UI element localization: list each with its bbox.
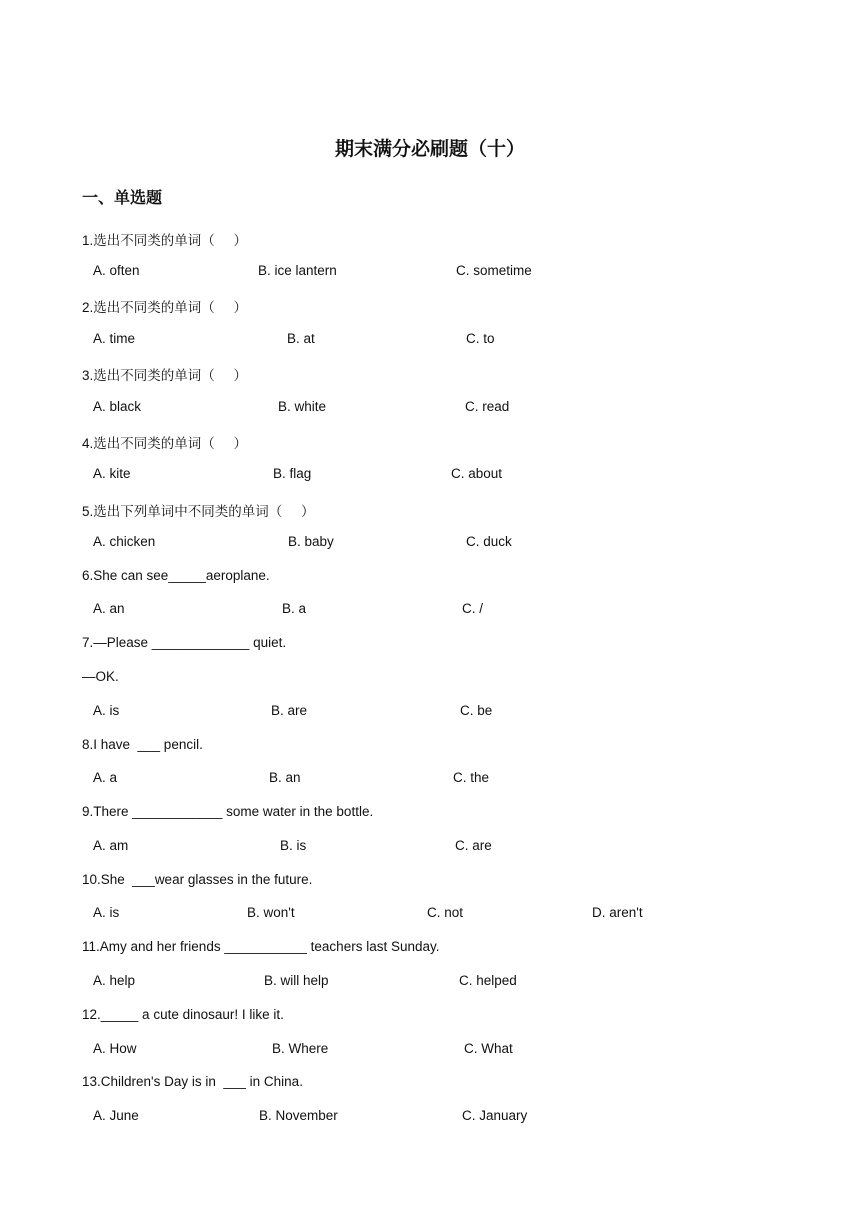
option-c[interactable]: C. to — [466, 331, 495, 346]
option-c[interactable]: C. helped — [459, 973, 517, 988]
option-c[interactable]: C. January — [462, 1108, 528, 1123]
option-b[interactable]: B. white — [278, 399, 327, 414]
option-b[interactable]: B. flag — [273, 466, 312, 481]
question-text: 8.I have ___ pencil. — [82, 737, 203, 752]
option-c[interactable]: C. the — [453, 770, 490, 785]
option-a[interactable]: A. often — [93, 263, 140, 278]
option-c[interactable]: C. duck — [466, 534, 512, 549]
option-b[interactable]: B. November — [259, 1108, 338, 1123]
question-text: 13.Children's Day is in ___ in China. — [82, 1074, 303, 1089]
option-b[interactable]: B. an — [269, 770, 301, 785]
option-a[interactable]: A. time — [93, 331, 136, 346]
question-text: 9.There ____________ some water in the bottle. — [82, 804, 374, 819]
option-c[interactable]: C. / — [462, 601, 484, 616]
option-c[interactable]: C. be — [460, 703, 493, 718]
option-a[interactable]: A. How — [93, 1041, 137, 1056]
option-a[interactable]: A. a — [93, 770, 118, 785]
question-text: 6.She can see_____aeroplane. — [82, 568, 270, 583]
option-a[interactable]: A. black — [93, 399, 142, 414]
option-b[interactable]: B. are — [271, 703, 308, 718]
page-title: 期末满分必刷题（十） — [334, 138, 525, 160]
option-a[interactable]: A. kite — [93, 466, 131, 481]
option-b[interactable]: B. a — [282, 601, 307, 616]
question-text: 3.选出不同类的单词（ ） — [82, 368, 248, 383]
option-c[interactable]: C. about — [451, 466, 503, 481]
option-c[interactable]: C. read — [465, 399, 510, 414]
option-a[interactable]: A. June — [93, 1108, 139, 1123]
option-b[interactable]: B. is — [280, 838, 307, 853]
question-text: 5.选出下列单词中不同类的单词（ ） — [82, 504, 315, 519]
question-text: 1.选出不同类的单词（ ） — [82, 233, 248, 248]
option-a[interactable]: A. help — [93, 973, 136, 988]
question-text: 4.选出不同类的单词（ ） — [82, 436, 248, 451]
option-c[interactable]: C. sometime — [456, 263, 532, 278]
section-heading: 一、单选题 — [82, 188, 163, 207]
question-text: 11.Amy and her friends ___________ teachers last Sunday. — [82, 939, 440, 954]
option-a[interactable]: A. is — [93, 703, 120, 718]
option-b[interactable]: B. at — [287, 331, 315, 346]
option-c[interactable]: C. are — [455, 838, 492, 853]
option-a[interactable]: A. an — [93, 601, 125, 616]
question-text: 12._____ a cute dinosaur! I like it. — [82, 1007, 284, 1022]
option-a[interactable]: A. is — [93, 905, 120, 920]
option-d[interactable]: D. aren't — [592, 905, 643, 920]
option-c[interactable]: C. What — [464, 1041, 513, 1056]
question-text-reply: —OK. — [82, 669, 119, 684]
option-b[interactable]: B. ice lantern — [258, 263, 337, 278]
option-b[interactable]: B. baby — [288, 534, 334, 549]
question-text: 7.—Please _____________ quiet. — [82, 635, 287, 650]
option-b[interactable]: B. won't — [247, 905, 295, 920]
option-a[interactable]: A. am — [93, 838, 129, 853]
option-a[interactable]: A. chicken — [93, 534, 156, 549]
option-b[interactable]: B. Where — [272, 1041, 329, 1056]
question-text: 2.选出不同类的单词（ ） — [82, 300, 248, 315]
question-text: 10.She ___wear glasses in the future. — [82, 872, 313, 887]
option-b[interactable]: B. will help — [264, 973, 329, 988]
option-c[interactable]: C. not — [427, 905, 464, 920]
